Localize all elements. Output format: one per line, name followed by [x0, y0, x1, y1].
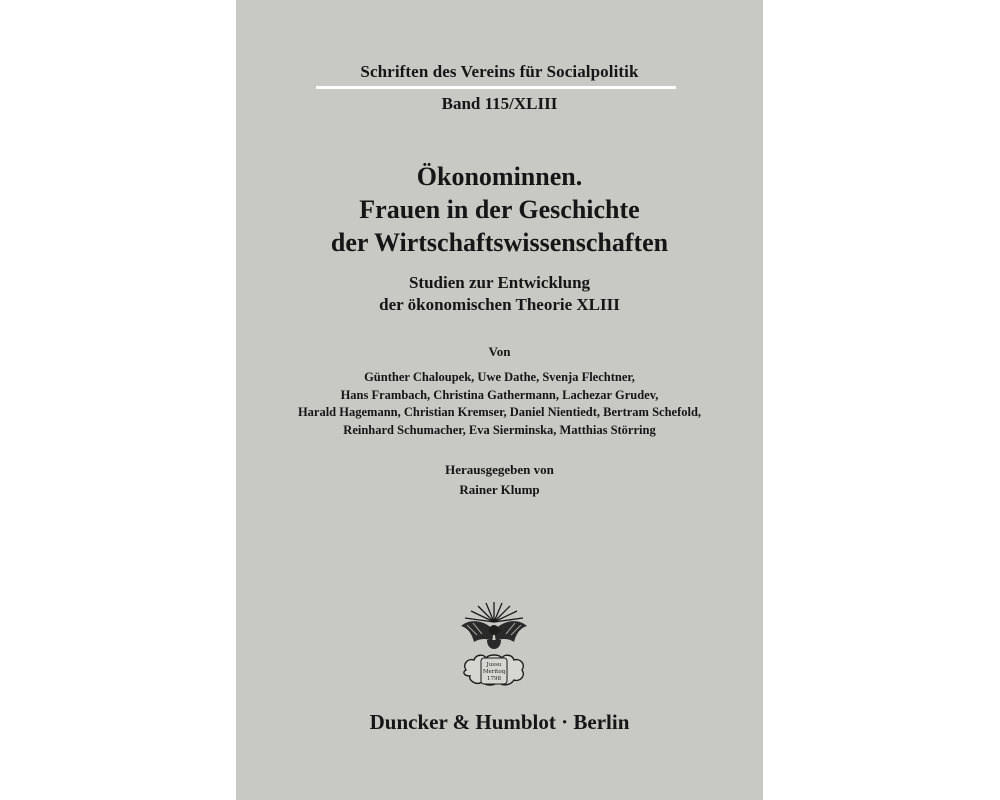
logo-motto-text: Jussu — [486, 662, 502, 668]
publisher-eagle-logo-icon — [458, 600, 530, 690]
book-subtitle — [236, 272, 763, 316]
book-title — [236, 160, 763, 259]
author-line: Reinhard Schumacher, Eva Sierminska, Matthias Störring — [343, 422, 656, 437]
publisher-imprint: Duncker & Humblot · Berlin — [369, 710, 630, 734]
title-line: Frauen in der Geschichte — [359, 195, 640, 224]
by-label: Von — [488, 344, 511, 359]
subtitle-line: Studien zur Entwicklung — [408, 273, 591, 292]
author-line: Hans Frambach, Christina Gathermann, Lachezar Grudev, — [340, 387, 659, 402]
series-title: Schriften des Vereins für Socialpolitik — [360, 62, 639, 81]
white-rule-divider — [316, 86, 676, 89]
title-line: der Wirtschaftswissenschaften — [330, 228, 669, 257]
edited-by-label: Herausgegeben von — [445, 462, 554, 477]
author-line: Harald Hagemann, Christian Kremser, Daniel Nientiedt, Bertram Schefold, — [297, 405, 702, 419]
book-cover — [236, 0, 763, 800]
author-line: Günther Chaloupek, Uwe Dathe, Svenja Flechtner, — [364, 370, 635, 384]
logo-motto-text: Meritoq — [482, 669, 506, 675]
title-line: Ökonominnen. — [416, 162, 583, 191]
editor-block — [236, 460, 763, 500]
subtitle-line: der ökonomischen Theorie XLIII — [379, 295, 620, 314]
logo-year-text: 1798 — [487, 676, 501, 682]
author-list — [236, 369, 763, 439]
volume-number: Band 115/XLIII — [441, 94, 558, 113]
editor-name: Rainer Klump — [459, 482, 540, 497]
